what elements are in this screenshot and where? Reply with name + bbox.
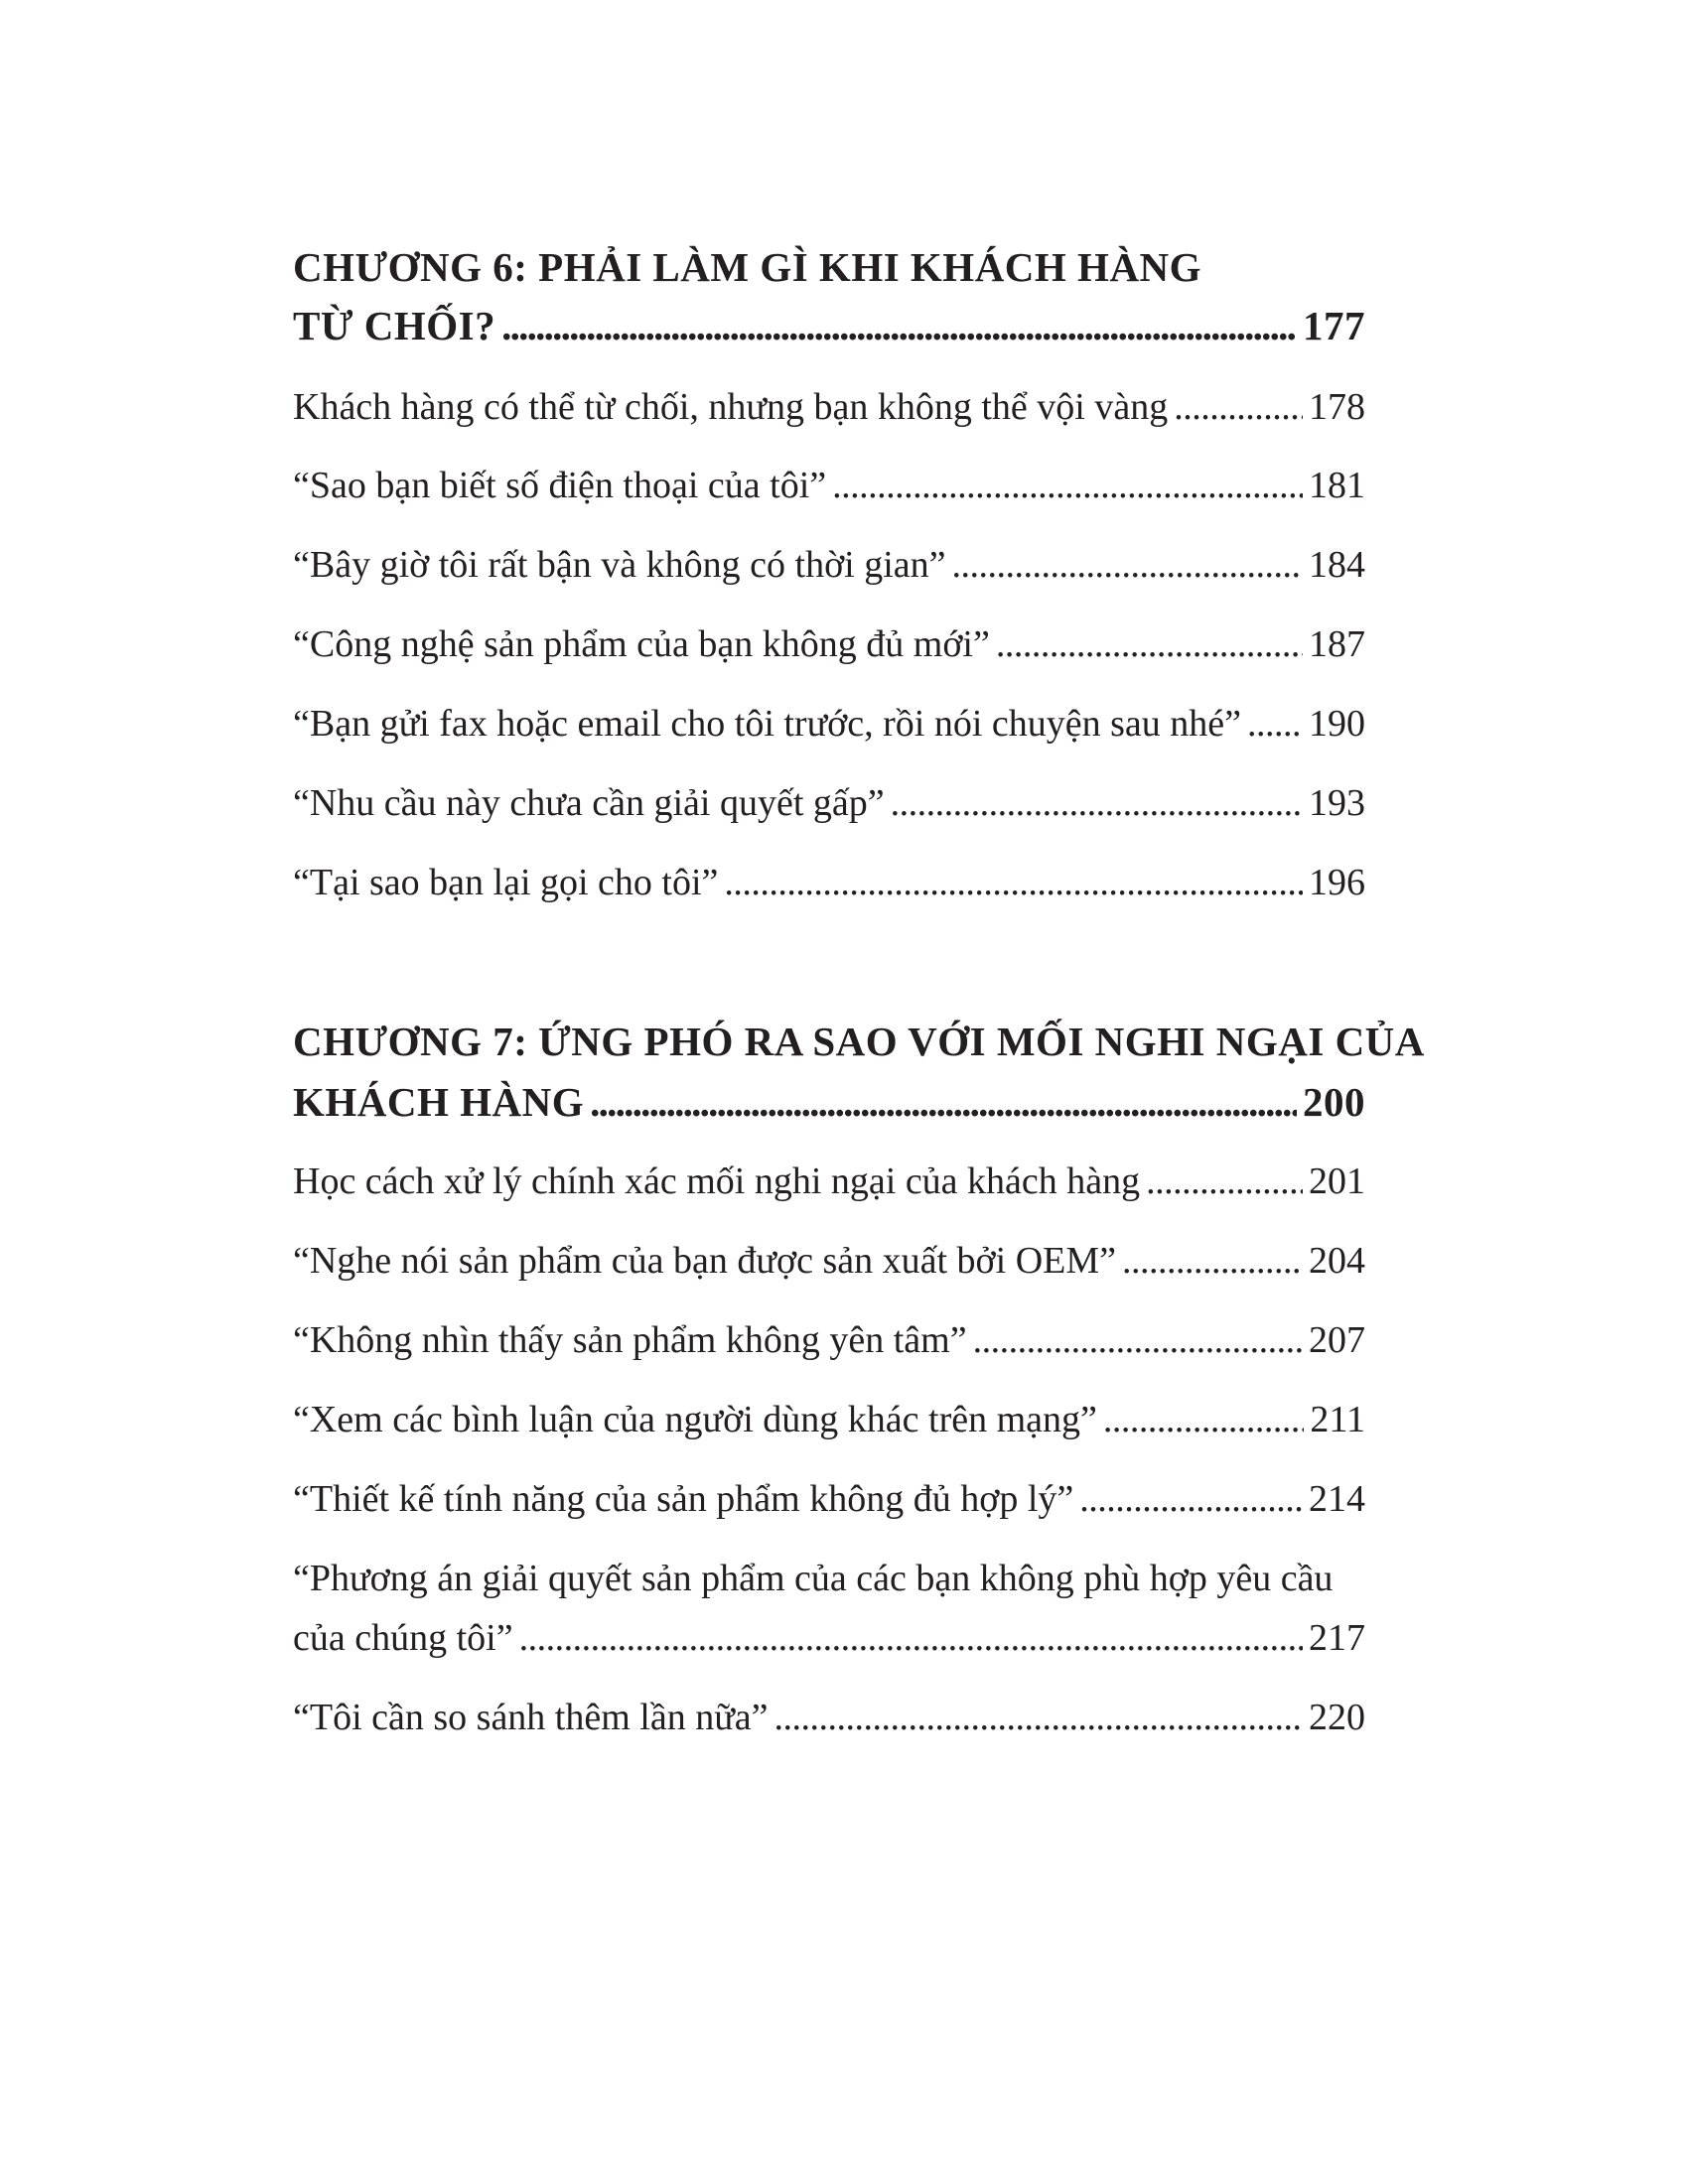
entry-label: của chúng tôi” bbox=[293, 1617, 513, 1659]
dot-leader bbox=[1122, 1238, 1303, 1284]
entry-page: 217 bbox=[1309, 1617, 1365, 1659]
list-item bbox=[293, 860, 1365, 905]
dot-leader bbox=[1079, 1476, 1303, 1522]
dot-leader bbox=[832, 463, 1303, 508]
entry-label: “Không nhìn thấy sản phẩm không yên tâm” bbox=[293, 1319, 967, 1361]
dot-leader bbox=[1103, 1397, 1305, 1442]
dot-leader bbox=[774, 1695, 1303, 1740]
dot-leader bbox=[973, 1317, 1303, 1363]
list-item bbox=[293, 384, 1365, 430]
list-item bbox=[293, 1317, 1365, 1363]
list-item bbox=[293, 621, 1365, 667]
chapter-7-title-final-line bbox=[293, 1078, 1365, 1126]
dot-leader bbox=[891, 780, 1303, 826]
entry-label: “Xem các bình luận của người dùng khác trên mạng” bbox=[293, 1399, 1097, 1440]
chapter-6-page: 177 bbox=[1303, 303, 1365, 348]
entry-page: 193 bbox=[1309, 782, 1365, 824]
chapter-6-title-line1: CHƯƠNG 6: PHẢI LÀM GÌ KHI KHÁCH HÀNG bbox=[293, 244, 1202, 290]
entry-label: “Công nghệ sản phẩm của bạn không đủ mới” bbox=[293, 623, 990, 665]
entry-label: “Bây giờ tôi rất bận và không có thời gian” bbox=[293, 544, 946, 586]
entry-label: “Tại sao bạn lại gọi cho tôi” bbox=[293, 862, 719, 903]
dot-leader bbox=[1146, 1159, 1303, 1204]
dot-leader bbox=[1174, 384, 1303, 430]
entry-label: Học cách xử lý chính xác mối nghi ngại của khách hàng bbox=[293, 1160, 1141, 1202]
entry-page: 178 bbox=[1309, 386, 1365, 428]
entry-page: 220 bbox=[1309, 1697, 1365, 1738]
dot-leader bbox=[724, 860, 1303, 905]
entry-label: “Thiết kế tính năng của sản phẩm không đủ hợp lý” bbox=[293, 1478, 1074, 1520]
dot-leader bbox=[501, 302, 1297, 349]
dot-leader bbox=[519, 1615, 1303, 1661]
entry-label: Khách hàng có thể từ chối, nhưng bạn không thể vội vàng bbox=[293, 386, 1169, 428]
chapter-6-title-line2: TỪ CHỐI? bbox=[293, 303, 496, 348]
entry-label: “Sao bạn biết số điện thoại của tôi” bbox=[293, 465, 827, 506]
list-item bbox=[293, 1615, 1365, 1661]
list-item bbox=[293, 1695, 1365, 1740]
list-item bbox=[293, 542, 1365, 588]
list-item bbox=[293, 463, 1365, 508]
list-item bbox=[293, 701, 1365, 747]
entry-page: 207 bbox=[1309, 1319, 1365, 1361]
chapter-7-title-line2: KHÁCH HÀNG bbox=[293, 1079, 585, 1125]
entry-page: 196 bbox=[1309, 862, 1365, 903]
entry-page: 184 bbox=[1309, 544, 1365, 586]
entry-page: 201 bbox=[1309, 1160, 1365, 1202]
dot-leader bbox=[996, 621, 1303, 667]
entry-page: 204 bbox=[1309, 1240, 1365, 1282]
list-item bbox=[293, 1159, 1365, 1204]
entry-label: “Nghe nói sản phẩm của bạn được sản xuất bởi OEM” bbox=[293, 1240, 1117, 1282]
list-item bbox=[293, 780, 1365, 826]
entry-label-line1: “Phương án giải quyết sản phẩm của các bạn không phù hợp yêu cầu bbox=[293, 1558, 1334, 1599]
entry-label: “Bạn gửi fax hoặc email cho tôi trước, rồi nói chuyện sau nhé” bbox=[293, 703, 1242, 745]
entry-page: 190 bbox=[1309, 703, 1365, 745]
entry-page: 214 bbox=[1309, 1478, 1365, 1520]
list-item bbox=[293, 1476, 1365, 1522]
entry-label: “Nhu cầu này chưa cần giải quyết gấp” bbox=[293, 782, 885, 824]
list-item bbox=[293, 1238, 1365, 1284]
dot-leader bbox=[590, 1078, 1297, 1126]
chapter-7-title-line1: CHƯƠNG 7: ỨNG PHÓ RA SAO VỚI MỐI NGHI NGẠI CỦA bbox=[293, 1019, 1425, 1064]
entry-page: 181 bbox=[1309, 465, 1365, 506]
list-item bbox=[293, 1397, 1365, 1442]
entry-label: “Tôi cần so sánh thêm lần nữa” bbox=[293, 1697, 769, 1738]
entry-page: 187 bbox=[1309, 623, 1365, 665]
dot-leader bbox=[1247, 701, 1303, 747]
chapter-7-page: 200 bbox=[1303, 1079, 1365, 1125]
chapter-6-title-final-line bbox=[293, 302, 1365, 349]
dot-leader bbox=[952, 542, 1303, 588]
entry-page: 211 bbox=[1310, 1399, 1365, 1440]
